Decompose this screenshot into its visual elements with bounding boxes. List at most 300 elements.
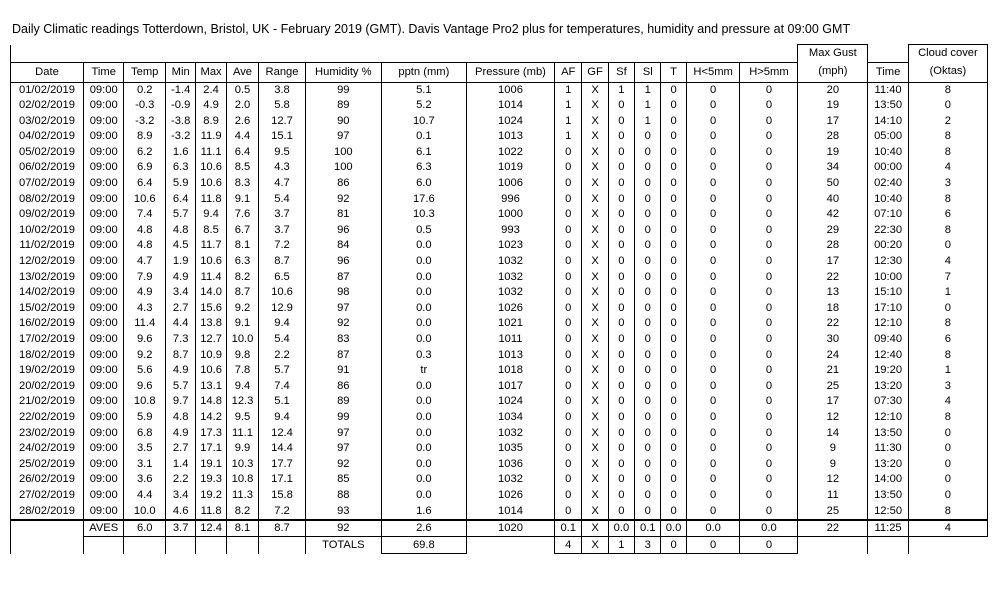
table-cell: 09:00	[83, 488, 124, 504]
table-cell: 0	[635, 254, 661, 270]
table-cell: X	[582, 114, 608, 130]
table-cell: 0	[635, 238, 661, 254]
table-cell: 28	[798, 129, 868, 145]
table-cell: X	[582, 285, 608, 301]
average-cell: 8.1	[226, 520, 258, 537]
table-row	[11, 223, 988, 239]
table-cell: 8.3	[226, 176, 258, 192]
table-cell: 10.6	[196, 176, 226, 192]
table-cell: 10/02/2019	[11, 223, 84, 239]
table-cell: 0	[555, 441, 582, 457]
table-cell: 4.6	[166, 504, 196, 521]
table-body	[11, 45, 988, 554]
table-cell: 09:00	[83, 363, 124, 379]
table-cell: 88	[305, 488, 381, 504]
table-cell: 1	[608, 82, 634, 98]
table-cell: 97	[305, 301, 381, 317]
table-cell: 2.7	[166, 301, 196, 317]
table-cell: 09:00	[83, 207, 124, 223]
table-cell: 12:10	[868, 410, 909, 426]
table-cell: 9.1	[226, 316, 258, 332]
table-cell: X	[582, 301, 608, 317]
table-cell: 0	[908, 238, 987, 254]
table-row	[11, 363, 988, 379]
table-cell: 0	[661, 254, 686, 270]
table-cell: 0	[740, 145, 798, 161]
table-cell: 3	[908, 176, 987, 192]
spacer-cell	[196, 537, 226, 554]
total-cell: 0	[661, 537, 686, 554]
table-cell: 0	[740, 223, 798, 239]
table-cell: 0	[635, 145, 661, 161]
average-cell: 11:25	[868, 520, 909, 537]
spacer-cell	[908, 537, 987, 554]
table-cell: 4	[908, 254, 987, 270]
table-row	[11, 145, 988, 161]
table-cell: 12:40	[868, 348, 909, 364]
table-cell: 0	[608, 488, 634, 504]
column-header: Sl	[635, 62, 661, 82]
table-cell: 1000	[466, 207, 554, 223]
table-cell: 15.8	[259, 488, 306, 504]
table-cell: 1018	[466, 363, 554, 379]
table-cell: 1	[635, 82, 661, 98]
table-cell: 1022	[466, 145, 554, 161]
total-cell: 0	[686, 537, 740, 554]
table-cell: X	[582, 254, 608, 270]
table-cell: 0	[635, 223, 661, 239]
average-cell: 92	[305, 520, 381, 537]
table-row	[11, 160, 988, 176]
table-cell: 1017	[466, 379, 554, 395]
table-cell: 01/02/2019	[11, 82, 84, 98]
table-cell: 9.9	[226, 441, 258, 457]
table-cell: 4.9	[166, 363, 196, 379]
table-cell: 17.7	[259, 457, 306, 473]
table-cell: 0	[740, 192, 798, 208]
table-cell: 09:00	[83, 410, 124, 426]
table-cell: 34	[798, 160, 868, 176]
table-cell: 09:00	[83, 285, 124, 301]
table-cell: 0	[608, 301, 634, 317]
table-cell: 96	[305, 223, 381, 239]
table-cell: 0	[661, 348, 686, 364]
table-cell: 0	[740, 285, 798, 301]
table-cell: 0	[740, 348, 798, 364]
table-cell: 13:50	[868, 426, 909, 442]
column-header: Time	[868, 62, 909, 82]
table-cell: 1013	[466, 348, 554, 364]
table-cell: 8	[908, 410, 987, 426]
table-cell: 9	[798, 457, 868, 473]
table-cell: 0	[635, 441, 661, 457]
table-cell: 8	[908, 145, 987, 161]
table-cell: 17.1	[196, 441, 226, 457]
table-cell: 0	[686, 379, 740, 395]
table-cell: 12	[798, 472, 868, 488]
table-cell: 0	[686, 488, 740, 504]
table-cell: 1	[635, 98, 661, 114]
table-cell: 6.3	[226, 254, 258, 270]
table-cell: 0.0	[381, 457, 466, 473]
table-cell: 8.2	[226, 270, 258, 286]
table-cell: X	[582, 316, 608, 332]
table-cell: X	[582, 160, 608, 176]
table-cell: 8	[908, 223, 987, 239]
table-cell: 6.1	[381, 145, 466, 161]
table-cell: 87	[305, 348, 381, 364]
table-cell: 09:00	[83, 160, 124, 176]
table-cell: 0.0	[381, 254, 466, 270]
table-cell: 09:00	[83, 192, 124, 208]
table-cell: 10.0	[124, 504, 166, 521]
table-cell: 0	[740, 160, 798, 176]
table-row	[11, 394, 988, 410]
table-cell: 0.0	[381, 332, 466, 348]
table-cell: 92	[305, 316, 381, 332]
table-cell: 0	[661, 207, 686, 223]
column-header: Temp	[124, 62, 166, 82]
table-row	[11, 301, 988, 317]
table-cell: 0	[555, 504, 582, 521]
table-cell: 0	[686, 472, 740, 488]
table-cell: 0	[740, 363, 798, 379]
table-cell: 24	[798, 348, 868, 364]
table-cell: 0	[555, 457, 582, 473]
table-cell: 9	[798, 441, 868, 457]
table-cell: 0	[608, 223, 634, 239]
table-cell: 1	[555, 82, 582, 98]
column-header-row	[11, 62, 988, 82]
table-cell: 98	[305, 285, 381, 301]
average-cell: 0.0	[686, 520, 740, 537]
table-cell: 7.4	[259, 379, 306, 395]
table-cell: 0	[686, 270, 740, 286]
table-cell: 4.9	[166, 426, 196, 442]
table-cell: 0	[608, 316, 634, 332]
table-cell: 42	[798, 207, 868, 223]
table-cell: 0	[635, 348, 661, 364]
table-cell: 7.2	[259, 238, 306, 254]
table-cell: 0	[635, 426, 661, 442]
table-cell: 1006	[466, 176, 554, 192]
table-cell: 0	[661, 441, 686, 457]
table-cell: 0	[608, 98, 634, 114]
table-cell: 1032	[466, 254, 554, 270]
table-row	[11, 504, 988, 521]
table-cell: 1034	[466, 410, 554, 426]
table-cell: 0	[555, 285, 582, 301]
table-cell: 83	[305, 332, 381, 348]
table-cell: 6.0	[381, 176, 466, 192]
table-cell: 14.8	[196, 394, 226, 410]
table-cell: 0	[908, 441, 987, 457]
spacer-cell	[226, 537, 258, 554]
table-cell: 1.9	[166, 254, 196, 270]
table-cell: 09:00	[83, 176, 124, 192]
table-cell: 0	[635, 379, 661, 395]
table-cell: 0	[608, 270, 634, 286]
table-row	[11, 254, 988, 270]
table-cell: 9.5	[259, 145, 306, 161]
table-cell: 0	[555, 426, 582, 442]
table-cell: 0.0	[381, 316, 466, 332]
table-cell: 4.9	[124, 285, 166, 301]
table-cell: 0	[686, 129, 740, 145]
table-cell: 0	[608, 114, 634, 130]
average-cell: 22	[798, 520, 868, 537]
table-cell: 4.7	[124, 254, 166, 270]
table-cell: 0	[740, 176, 798, 192]
table-cell: 09:00	[83, 98, 124, 114]
table-cell: 4.8	[124, 223, 166, 239]
table-cell: 40	[798, 192, 868, 208]
table-cell: 4.7	[259, 176, 306, 192]
table-cell: 0.5	[381, 223, 466, 239]
total-cell: 69.8	[381, 537, 466, 554]
table-cell: 11.1	[196, 145, 226, 161]
table-cell: 81	[305, 207, 381, 223]
table-cell: 96	[305, 254, 381, 270]
table-cell: 14.4	[259, 441, 306, 457]
table-row	[11, 176, 988, 192]
table-cell: 0	[661, 363, 686, 379]
table-cell: 100	[305, 160, 381, 176]
table-cell: 0	[686, 238, 740, 254]
table-cell: 0.0	[381, 488, 466, 504]
table-cell: 25/02/2019	[11, 457, 84, 473]
table-cell: 3	[908, 379, 987, 395]
table-cell: 15:10	[868, 285, 909, 301]
table-cell: 5.1	[381, 82, 466, 98]
table-cell: 10:40	[868, 192, 909, 208]
table-cell: 0.0	[381, 441, 466, 457]
table-cell: 09:00	[83, 114, 124, 130]
spacer-cell	[124, 537, 166, 554]
table-cell: 09:00	[83, 238, 124, 254]
table-cell: 9.5	[226, 410, 258, 426]
table-cell: 4.4	[124, 488, 166, 504]
table-cell: 14:00	[868, 472, 909, 488]
table-cell: 1	[555, 129, 582, 145]
table-cell: 1013	[466, 129, 554, 145]
table-cell: 0	[740, 238, 798, 254]
table-row	[11, 441, 988, 457]
table-cell: 0	[740, 488, 798, 504]
table-cell: 0	[686, 316, 740, 332]
table-cell: 12.4	[259, 426, 306, 442]
table-cell: 14.2	[196, 410, 226, 426]
table-row	[11, 285, 988, 301]
table-cell: 13:20	[868, 457, 909, 473]
average-cell: 4	[908, 520, 987, 537]
column-header: Sf	[608, 62, 634, 82]
table-cell: 97	[305, 426, 381, 442]
table-cell: 0	[555, 488, 582, 504]
total-cell: 3	[635, 537, 661, 554]
table-cell: 1	[555, 114, 582, 130]
average-cell: 0.0	[661, 520, 686, 537]
table-cell: 1032	[466, 285, 554, 301]
table-cell: 3.4	[166, 285, 196, 301]
table-cell: 993	[466, 223, 554, 239]
table-row	[11, 270, 988, 286]
table-cell: 13:20	[868, 379, 909, 395]
table-cell: 07:10	[868, 207, 909, 223]
table-cell: 3.6	[124, 472, 166, 488]
table-cell: 0	[661, 270, 686, 286]
table-cell: 0	[555, 254, 582, 270]
table-cell: 1026	[466, 488, 554, 504]
table-cell: 4	[908, 394, 987, 410]
table-cell: 8.7	[226, 285, 258, 301]
column-header: Pressure (mb)	[466, 62, 554, 82]
table-cell: 6.3	[166, 160, 196, 176]
table-cell: 0	[555, 238, 582, 254]
table-cell: 0	[555, 145, 582, 161]
table-cell: 10:00	[868, 270, 909, 286]
table-cell: 86	[305, 379, 381, 395]
table-cell: 0	[661, 160, 686, 176]
table-cell: 0	[555, 379, 582, 395]
table-cell: 07:30	[868, 394, 909, 410]
table-cell: 0.0	[381, 410, 466, 426]
column-header: GF	[582, 62, 608, 82]
table-cell: 09:00	[83, 301, 124, 317]
table-cell: 7.3	[166, 332, 196, 348]
table-cell: 19.2	[196, 488, 226, 504]
table-cell: 8.7	[166, 348, 196, 364]
table-cell: 0	[740, 457, 798, 473]
table-cell: 0	[740, 332, 798, 348]
column-header: (Oktas)	[908, 62, 987, 82]
averages-label: AVES	[83, 520, 124, 537]
average-cell: 0.1	[555, 520, 582, 537]
table-cell: 2.4	[196, 82, 226, 98]
table-cell: 0	[740, 441, 798, 457]
table-cell: 0.0	[381, 270, 466, 286]
table-cell: 0	[908, 457, 987, 473]
table-cell: 0	[740, 270, 798, 286]
table-cell: 4.3	[259, 160, 306, 176]
table-row	[11, 488, 988, 504]
table-cell: 10.8	[124, 394, 166, 410]
table-cell: 9.4	[259, 410, 306, 426]
table-cell: 1	[635, 114, 661, 130]
table-cell: 9.4	[196, 207, 226, 223]
table-cell: 12:50	[868, 504, 909, 521]
table-cell: 14.0	[196, 285, 226, 301]
table-cell: 9.4	[226, 379, 258, 395]
table-cell: 0	[686, 223, 740, 239]
table-cell: 3.7	[259, 223, 306, 239]
table-cell: 0	[740, 426, 798, 442]
table-cell: 0	[555, 348, 582, 364]
table-cell: 11.9	[196, 129, 226, 145]
table-cell: 10.6	[196, 363, 226, 379]
table-cell: 0	[686, 82, 740, 98]
table-cell: 17.3	[196, 426, 226, 442]
table-row	[11, 472, 988, 488]
table-cell: 5.6	[124, 363, 166, 379]
table-cell: 10.7	[381, 114, 466, 130]
table-cell: 5.1	[259, 394, 306, 410]
table-cell: 0	[635, 176, 661, 192]
table-cell: 4.9	[196, 98, 226, 114]
table-cell: 6.8	[124, 426, 166, 442]
table-cell: 0	[686, 332, 740, 348]
table-cell: 0	[686, 410, 740, 426]
table-cell: X	[582, 488, 608, 504]
table-cell: 09:00	[83, 270, 124, 286]
table-cell: -3.8	[166, 114, 196, 130]
table-cell: 03/02/2019	[11, 114, 84, 130]
table-cell: 0	[661, 145, 686, 161]
table-cell: 2.6	[226, 114, 258, 130]
table-cell: 0	[740, 114, 798, 130]
table-cell: X	[582, 379, 608, 395]
table-cell: 09:00	[83, 348, 124, 364]
column-header: Humidity %	[305, 62, 381, 82]
table-cell: 0	[608, 394, 634, 410]
table-cell: 09:00	[83, 254, 124, 270]
table-cell: 9.1	[226, 192, 258, 208]
table-cell: 28	[798, 238, 868, 254]
column-header: pptn (mm)	[381, 62, 466, 82]
table-cell: 09:40	[868, 332, 909, 348]
average-cell: 0.1	[635, 520, 661, 537]
table-cell: 0	[686, 98, 740, 114]
table-cell: 18	[798, 301, 868, 317]
table-cell: 9.2	[124, 348, 166, 364]
table-cell: 18/02/2019	[11, 348, 84, 364]
table-cell: 4.8	[166, 223, 196, 239]
table-cell: 10.6	[259, 285, 306, 301]
table-cell: 0	[661, 316, 686, 332]
table-cell: 0	[661, 488, 686, 504]
table-cell: 100	[305, 145, 381, 161]
table-cell: 12:30	[868, 254, 909, 270]
table-cell: 21	[798, 363, 868, 379]
table-cell: 17/02/2019	[11, 332, 84, 348]
table-cell: 04/02/2019	[11, 129, 84, 145]
table-cell: 15.6	[196, 301, 226, 317]
table-cell: 93	[305, 504, 381, 521]
table-cell: 0	[555, 301, 582, 317]
table-cell: 0	[686, 160, 740, 176]
sheet-title: Daily Climatic readings Totterdown, Bristol, UK - February 2019 (GMT). Davis Vantage Pro2 plus for temperatures, humidity and pressure at 09:00 GMT	[12, 22, 851, 36]
table-cell: 0.0	[381, 301, 466, 317]
table-cell: 0	[608, 332, 634, 348]
table-cell: 6.4	[166, 192, 196, 208]
climate-table	[10, 44, 988, 554]
table-cell: 4.4	[226, 129, 258, 145]
table-cell: 1	[908, 363, 987, 379]
table-cell: 02:40	[868, 176, 909, 192]
table-cell: 4	[908, 160, 987, 176]
table-cell: 0	[635, 488, 661, 504]
table-cell: 0	[608, 285, 634, 301]
table-cell: 12:10	[868, 316, 909, 332]
table-cell: 0	[661, 129, 686, 145]
table-cell: 9.4	[259, 316, 306, 332]
table-cell: X	[582, 129, 608, 145]
table-cell: 0	[740, 98, 798, 114]
spacer-cell	[259, 537, 306, 554]
table-cell: 09:00	[83, 504, 124, 521]
table-cell: 0	[635, 316, 661, 332]
table-cell: 1014	[466, 98, 554, 114]
